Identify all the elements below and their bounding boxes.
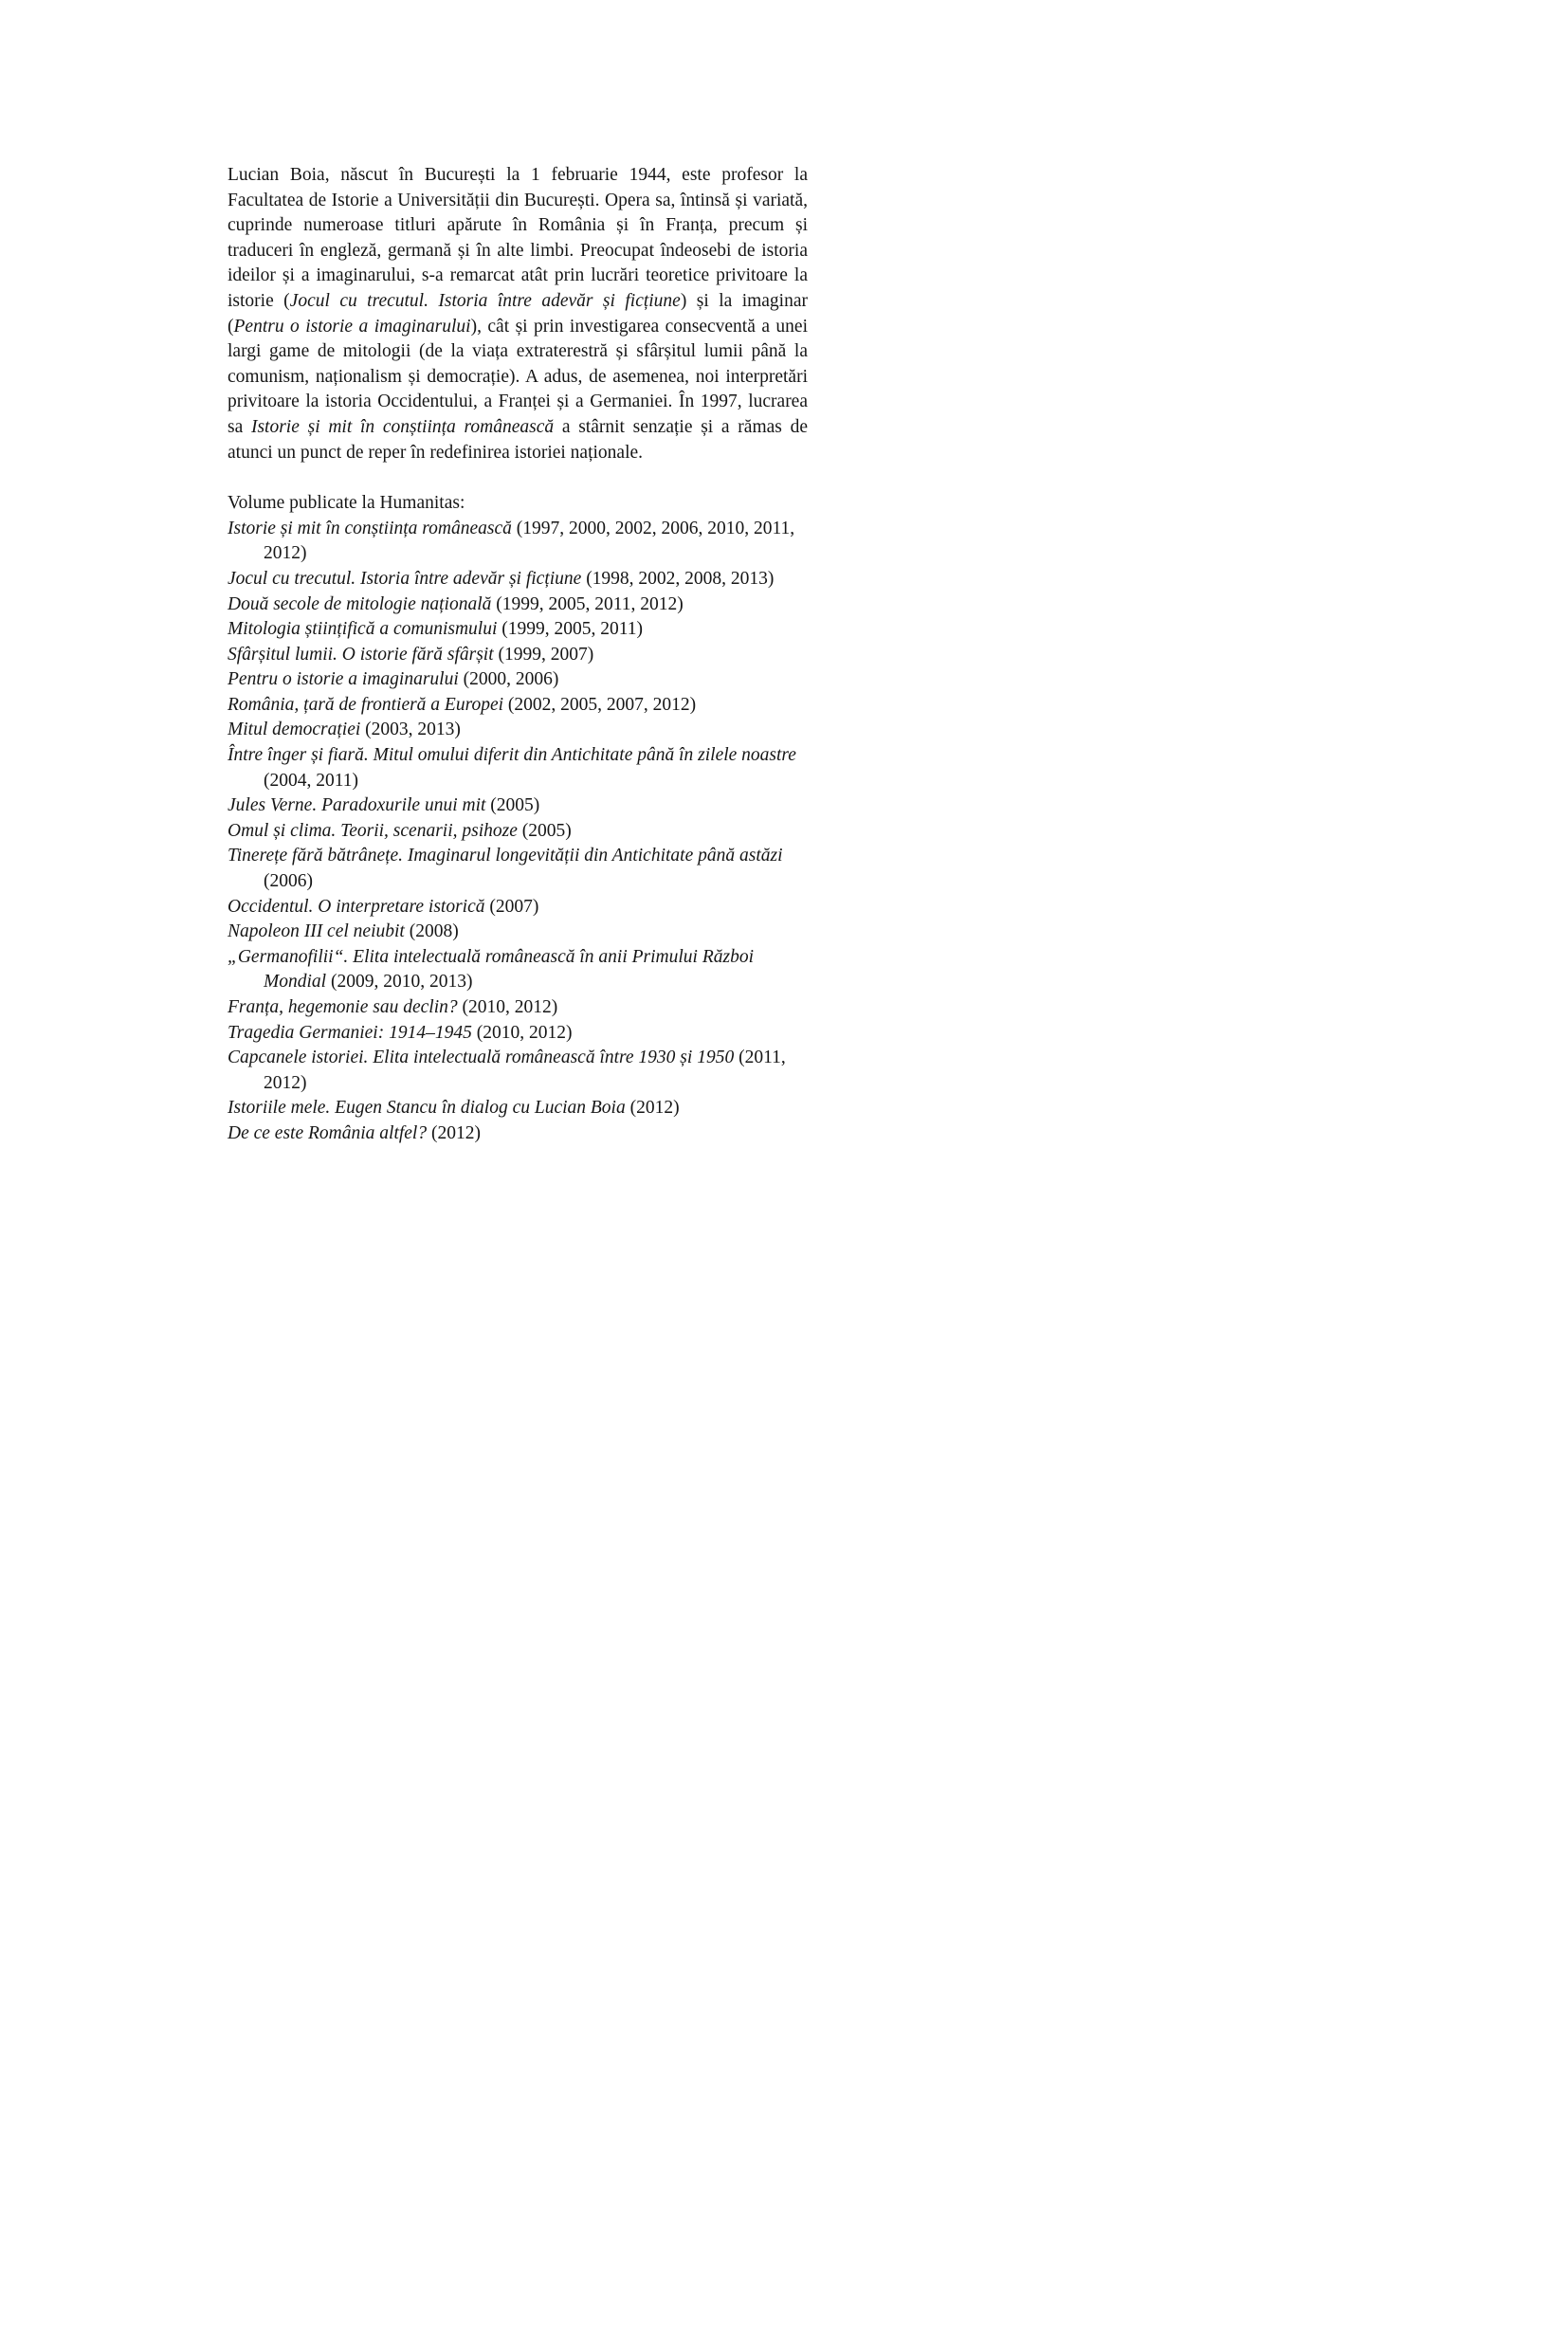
- book-item: [228, 592, 808, 618]
- book-item: [228, 617, 808, 643]
- book-title: Istoriile mele. Eugen Stancu în dialog cu Lucian Boia: [228, 1098, 626, 1119]
- book-years: (1999, 2007): [493, 644, 594, 665]
- book-title: „Germanofilii“. Elita intelectuală românească în anii Primului Război Mondial: [228, 946, 755, 993]
- book-years: (2012): [427, 1122, 481, 1143]
- book-years: (2005): [517, 820, 572, 841]
- volumes-list: [228, 517, 808, 1147]
- book-item: [228, 895, 808, 920]
- biography-text: Lucian Boia, născut în București la 1 februarie 1944, este profesor la Facultatea de Istorie a Universității din București. Opera sa, întinsă și variată, cuprinde numeroase titluri apărute în România și în Franța, precum și traduceri în engleză, germană și în alte limbi. Preocupat îndeosebi de istoria ideilor și a imaginarului, s-a remarcat atât prin lucrări teoretice privitoare la istorie (: [228, 165, 808, 311]
- book-title: Napoleon III cel neiubit: [228, 921, 405, 942]
- book-years: (2007): [484, 896, 539, 917]
- book-years: (2002, 2005, 2007, 2012): [503, 694, 697, 715]
- book-years: (1999, 2005, 2011): [497, 619, 644, 640]
- book-item: [228, 567, 808, 592]
- book-item: [228, 667, 808, 693]
- book-title: Între înger și fiară. Mitul omului diferit din Antichitate până în zilele noastre: [228, 745, 796, 766]
- book-title: Istorie și mit în conștiința românească: [228, 518, 512, 538]
- book-title: Pentru o istorie a imaginarului: [228, 669, 459, 690]
- book-title: Tinerețe fără bătrânețe. Imaginarul longevității din Antichitate până astăzi: [228, 846, 783, 866]
- book-item: [228, 517, 808, 567]
- book-item: [228, 995, 808, 1021]
- book-years: (2012): [625, 1098, 680, 1119]
- book-title: De ce este România altfel?: [228, 1122, 428, 1143]
- volumes-heading: Volume publicate la Humanitas:: [228, 493, 465, 514]
- book-years: (2003, 2013): [360, 720, 461, 740]
- book-years: (2008): [404, 921, 459, 942]
- book-years: (2010, 2012): [471, 1022, 573, 1043]
- book-item: [228, 743, 808, 793]
- biography-text: a stârnit senzație și a rămas de atunci un punct de reper în redefinirea istoriei naționale.: [228, 416, 808, 463]
- biography-text: ), cât și prin investigarea consecventă a unei largi game de mitologii (de la viața extraterestră și sfârșitul lumii până la comunism, naționalism și democrație). A adus, de asemenea, noi interpretări privitoare la istoria Occidentului, a Franței și a Germaniei. În 1997, lucrarea sa: [228, 316, 808, 437]
- book-years: (2009, 2010, 2013): [326, 972, 473, 993]
- book-item: [228, 1121, 808, 1147]
- book-item: [228, 819, 808, 845]
- book-title: Omul și clima. Teorii, scenarii, psihoze: [228, 820, 518, 841]
- book-item: [228, 920, 808, 945]
- book-title: Mitul democrației: [228, 720, 361, 740]
- book-years: (1998, 2002, 2008, 2013): [581, 568, 775, 589]
- book-title: Jules Verne. Paradoxurile unui mit: [228, 795, 486, 816]
- book-title: Jocul cu trecutul. Istoria între adevăr și ficțiune: [228, 568, 582, 589]
- book-years: (2011, 2012): [264, 1048, 786, 1093]
- book-title: Tragedia Germaniei: 1914–1945: [228, 1022, 472, 1043]
- book-item: [228, 1046, 808, 1096]
- inline-book-title: Jocul cu trecutul. Istoria între adevăr și ficțiune: [289, 290, 681, 311]
- book-title: Sfârșitul lumii. O istorie fără sfârșit: [228, 644, 494, 665]
- biography-text: ) și la imaginar (: [228, 290, 809, 337]
- book-years: (2010, 2012): [457, 997, 558, 1017]
- book-years: (2005): [485, 795, 540, 816]
- book-years: (2000, 2006): [458, 669, 559, 690]
- book-title: România, țară de frontieră a Europei: [228, 694, 504, 715]
- book-title: Mitologia științifică a comunismului: [228, 619, 498, 640]
- book-item: [228, 693, 808, 719]
- book-title: Capcanele istoriei. Elita intelectuală românească între 1930 și 1950: [228, 1048, 735, 1068]
- book-years: (1997, 2000, 2002, 2006, 2010, 2011, 2012): [264, 518, 795, 564]
- book-item: [228, 793, 808, 819]
- book-item: [228, 1021, 808, 1047]
- inline-book-title: Pentru o istorie a imaginarului: [233, 316, 471, 337]
- book-item: [228, 643, 808, 668]
- book-title: Occidentul. O interpretare istorică: [228, 896, 485, 917]
- inline-book-title: Istorie și mit în conștiința românească: [250, 416, 555, 437]
- book-title: Două secole de mitologie națională: [228, 593, 492, 614]
- book-years: (2004, 2011): [264, 770, 359, 791]
- book-title: Franța, hegemonie sau declin?: [228, 997, 458, 1017]
- book-years: (1999, 2005, 2011, 2012): [491, 593, 684, 614]
- book-item: [228, 1096, 808, 1121]
- book-item: [228, 718, 808, 743]
- book-item: [228, 945, 808, 995]
- book-item: [228, 844, 808, 894]
- book-years: (2006): [264, 871, 313, 892]
- text-block: [228, 163, 808, 1147]
- biography-paragraph: [228, 163, 808, 465]
